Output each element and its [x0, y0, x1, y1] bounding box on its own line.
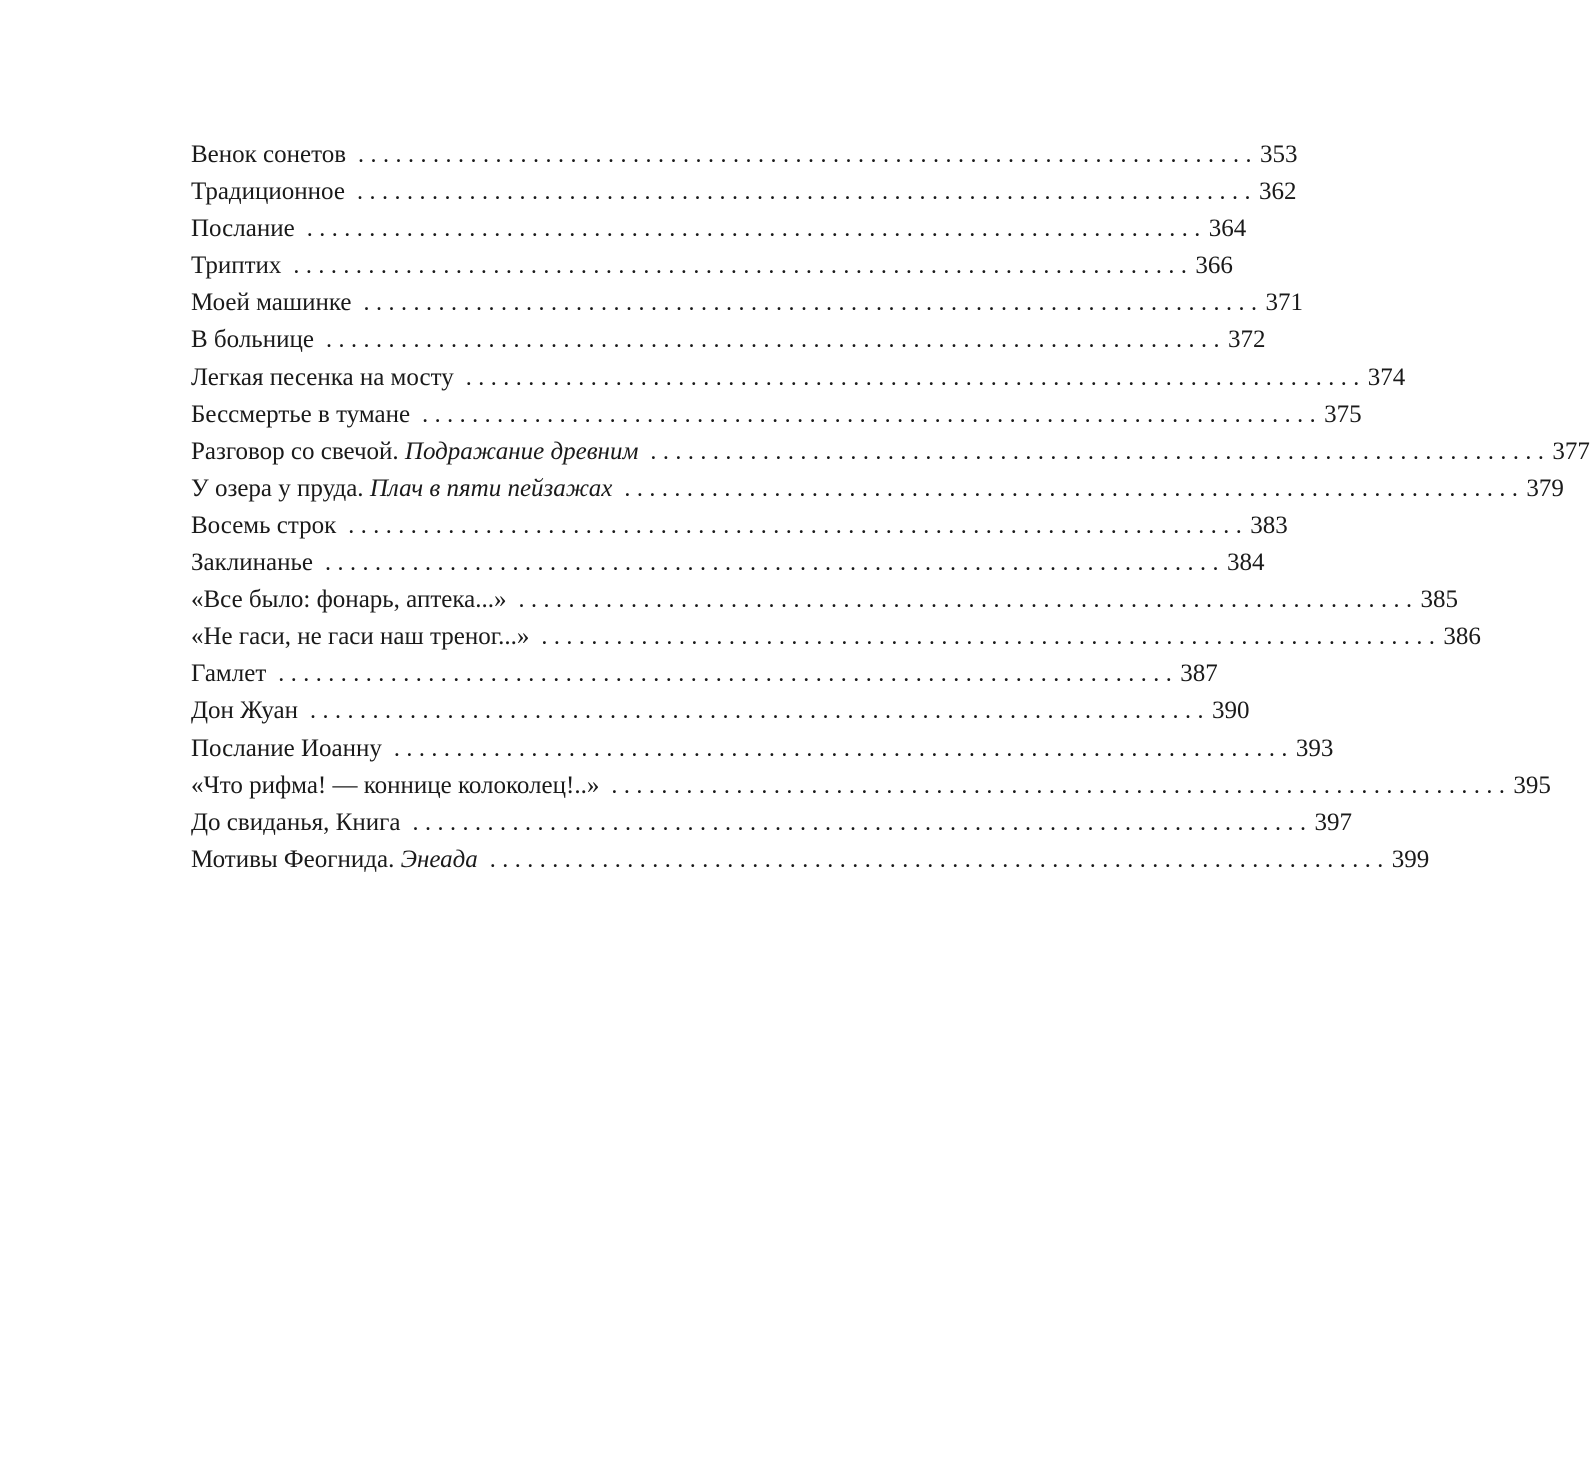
- toc-entry-page: 375: [1324, 400, 1362, 428]
- toc-entry-subtitle: Плач в пяти пейзажах: [369, 474, 613, 502]
- toc-entry-title: У озера у пруда. Плач в пяти пейзажах: [191, 474, 613, 502]
- toc-entry: [191, 433, 1590, 470]
- toc-entry-title: Бессмертье в тумане: [191, 400, 411, 428]
- toc-entry-page: 383: [1250, 511, 1288, 539]
- toc-entry-page: 385: [1420, 586, 1458, 614]
- toc-entry-title: Заклинанье: [191, 549, 313, 577]
- toc-entry-page: 384: [1226, 549, 1265, 577]
- toc-entry: [191, 544, 1265, 581]
- toc-entry: [191, 210, 1247, 247]
- toc-entry-page: 371: [1265, 289, 1304, 317]
- dot-leader: ........................................................................: [306, 216, 1207, 243]
- dot-leader: ........................................................................: [325, 327, 1226, 354]
- toc-entry-title: Дон Жуан: [191, 697, 299, 725]
- toc-entry-title: До свиданья, Книга: [191, 808, 401, 836]
- toc-entry-title: Триптих: [191, 252, 282, 280]
- toc-entry: [191, 284, 1304, 321]
- toc-entry-subtitle: Энеада: [400, 845, 478, 873]
- toc-entry: [191, 359, 1406, 396]
- toc-entry-page: 366: [1195, 252, 1233, 280]
- dot-leader: ........................................................................: [489, 846, 1390, 873]
- toc-entry-subtitle: Подражание древним: [404, 437, 639, 465]
- toc-entry: [191, 841, 1430, 878]
- dot-leader: ........................................................................: [465, 364, 1366, 391]
- toc-entry-page: 379: [1526, 474, 1564, 502]
- dot-leader: ........................................................................: [356, 179, 1257, 206]
- toc-entry-page: 364: [1208, 215, 1247, 243]
- dot-leader: ........................................................................: [363, 290, 1264, 317]
- toc-entry-page: 372: [1227, 326, 1266, 354]
- toc-entry: [191, 730, 1334, 767]
- dot-leader: ........................................................................: [624, 475, 1525, 502]
- dot-leader: ........................................................................: [310, 698, 1211, 725]
- dot-leader: ........................................................................: [541, 624, 1442, 651]
- toc-entry: [191, 804, 1352, 841]
- toc-entry-page: 353: [1260, 141, 1298, 168]
- toc-entry-page: 377: [1552, 437, 1590, 465]
- dot-leader: ........................................................................: [348, 512, 1249, 539]
- dot-leader: ........................................................................: [358, 142, 1259, 168]
- toc-entry-page: 397: [1314, 808, 1352, 836]
- toc-entry-page: 393: [1295, 734, 1334, 762]
- toc-entry: [191, 507, 1288, 544]
- dot-leader: ........................................................................: [324, 550, 1225, 577]
- toc-entry-page: 386: [1443, 623, 1481, 651]
- toc-entry: [191, 692, 1250, 729]
- dot-leader: ........................................................................: [611, 772, 1512, 799]
- toc-entry: [191, 581, 1458, 618]
- dot-leader: ........................................................................: [650, 438, 1551, 465]
- toc-entry-title: Гамлет: [191, 660, 267, 688]
- toc-entry: [191, 247, 1233, 284]
- toc-entry-title: Моей машинке: [191, 289, 352, 317]
- toc-entry-page: 387: [1180, 660, 1218, 688]
- toc-entry: [191, 396, 1362, 433]
- toc-entry-page: 374: [1367, 363, 1406, 391]
- toc-entry-title: «Что рифма! — коннице колоколец!..»: [191, 771, 600, 799]
- toc-entry: [191, 321, 1266, 358]
- toc-entry-page: 399: [1391, 845, 1430, 873]
- toc-entry: [191, 173, 1297, 210]
- toc-entry-title: Послание: [191, 215, 295, 243]
- toc-entry-title: «Все было: фонарь, аптека...»: [191, 586, 507, 614]
- toc-entry: [191, 470, 1564, 507]
- toc-entry-page: 390: [1212, 697, 1250, 725]
- toc-entry-title: Разговор со свечой. Подражание древним: [191, 437, 639, 465]
- toc-entry: [191, 618, 1481, 655]
- dot-leader: ........................................................................: [412, 809, 1313, 836]
- dot-leader: ........................................................................: [422, 401, 1323, 428]
- toc-entry-title: Послание Иоанну: [191, 734, 382, 762]
- dot-leader: ........................................................................: [293, 253, 1194, 280]
- table-of-contents: [191, 136, 1590, 878]
- toc-entry-title: Традиционное: [191, 178, 345, 206]
- toc-entry: [191, 136, 1298, 173]
- toc-entry-title: В больнице: [191, 326, 314, 354]
- toc-entry-page: 362: [1258, 178, 1297, 206]
- toc-entry: [191, 655, 1218, 692]
- dot-leader: ........................................................................: [393, 735, 1294, 762]
- dot-leader: ........................................................................: [278, 661, 1179, 688]
- dot-leader: ........................................................................: [518, 587, 1419, 614]
- toc-entry: [191, 767, 1551, 804]
- toc-entry-title: Мотивы Феогнида. Энеада: [191, 845, 478, 873]
- toc-entry-title: Восемь строк: [191, 511, 337, 539]
- toc-entry-title: Легкая песенка на мосту: [191, 363, 454, 391]
- toc-entry-page: 395: [1513, 771, 1551, 799]
- toc-entry-title: Венок сонетов: [191, 141, 347, 168]
- toc-entry-title: «Не гаси, не гаси наш треног...»: [191, 623, 530, 651]
